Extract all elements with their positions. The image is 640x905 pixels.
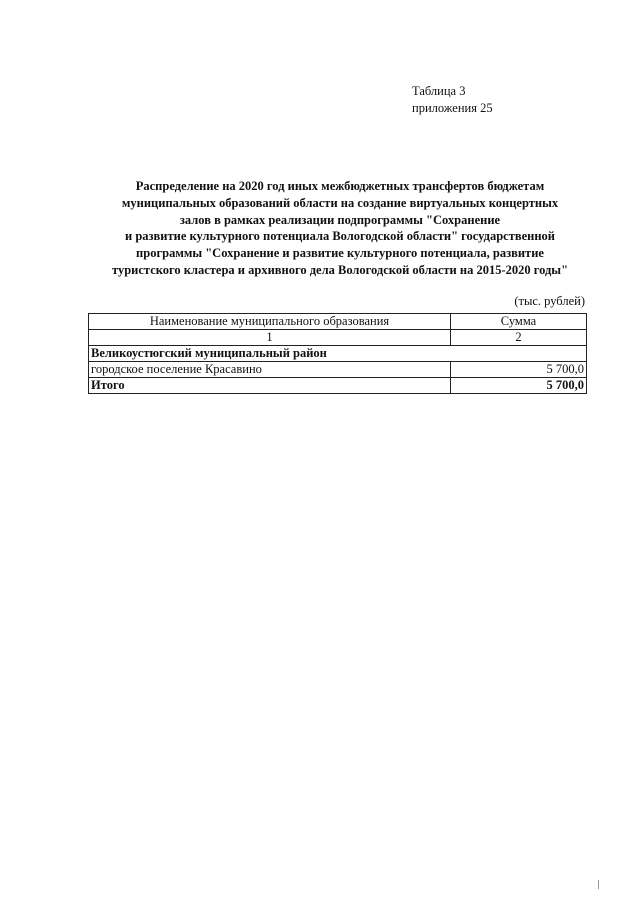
column-header-amount: Сумма bbox=[451, 314, 587, 330]
scan-mark bbox=[598, 880, 599, 889]
district-name: Великоустюгский муниципальный район bbox=[89, 346, 587, 362]
distribution-table bbox=[88, 313, 587, 394]
column-header-name: Наименование муниципального образования bbox=[89, 314, 451, 330]
column-number-1: 1 bbox=[89, 330, 451, 346]
title-line: и развитие культурного потенциала Вологодской области" государственной bbox=[125, 229, 555, 244]
appendix-label: приложения 25 bbox=[412, 101, 493, 115]
title-line: муниципальных образований области на создание виртуальных концертных bbox=[121, 195, 559, 210]
column-number-row bbox=[89, 330, 587, 346]
table-row bbox=[89, 362, 587, 378]
total-row bbox=[89, 378, 587, 394]
title-line: программы "Сохранение и развитие культурного потенциала, развитие bbox=[136, 246, 544, 261]
total-amount: 5 700,0 bbox=[451, 378, 587, 394]
municipality-name: городское поселение Красавино bbox=[89, 362, 451, 378]
total-label: Итого bbox=[89, 378, 451, 394]
title-line: залов в рамках реализации подпрограммы "Сохранение bbox=[179, 212, 501, 227]
document-title bbox=[90, 178, 590, 279]
table-reference bbox=[412, 83, 493, 117]
title-line: туристского кластера и архивного дела Вологодской области на 2015-2020 годы" bbox=[111, 262, 569, 277]
column-number-2: 2 bbox=[451, 330, 587, 346]
units-label: (тыс. рублей) bbox=[514, 294, 585, 308]
table-header-row bbox=[89, 314, 587, 330]
title-line: Распределение на 2020 год иных межбюджетных трансфертов бюджетам bbox=[135, 179, 545, 193]
municipality-amount: 5 700,0 bbox=[451, 362, 587, 378]
table-number-label: Таблица 3 bbox=[412, 84, 466, 98]
district-row bbox=[89, 346, 587, 362]
